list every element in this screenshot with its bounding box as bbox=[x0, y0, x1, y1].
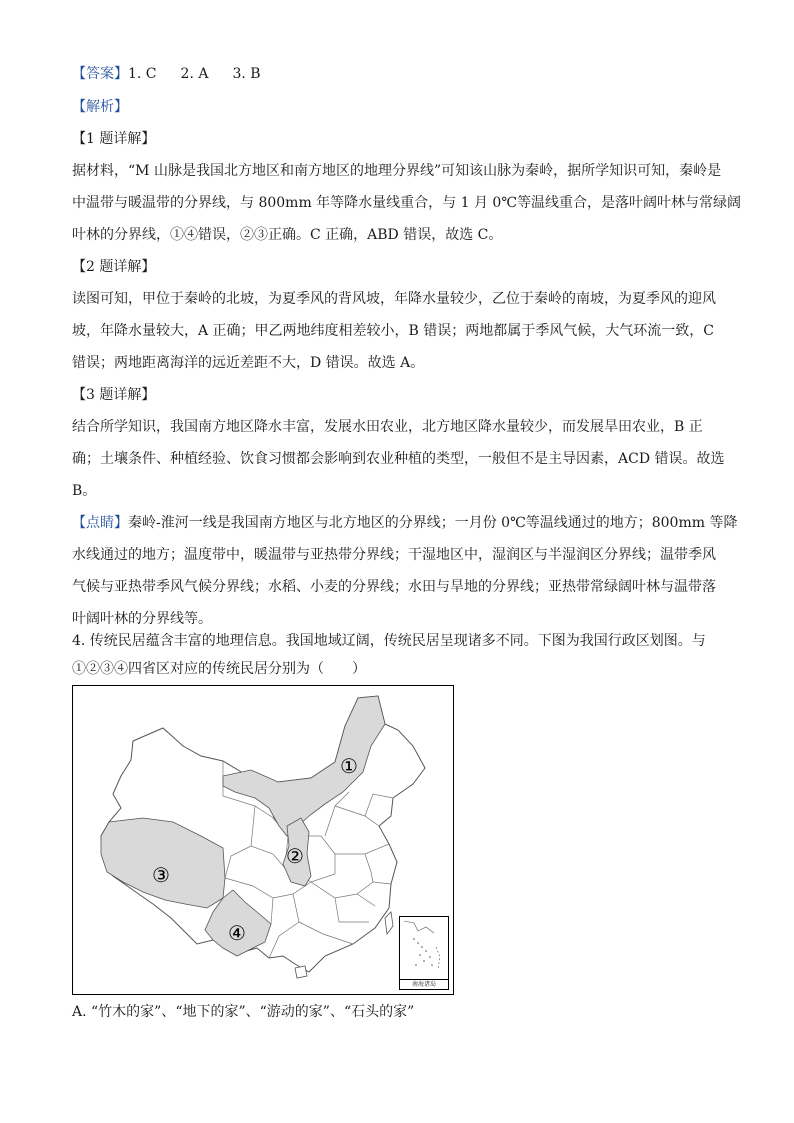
answer-item-2: 2. A bbox=[180, 66, 209, 82]
map-label-3: ③ bbox=[152, 863, 170, 887]
q3-heading: 【3 题详解】 bbox=[72, 387, 156, 403]
tip-line: 水线通过的地方；温度带中，暖温带与亚热带分界线；干湿地区中，湿润区与半湿润区分界线；温带季风 bbox=[72, 547, 716, 563]
tip-line: 气候与亚热带季风气候分界线；水稻、小麦的分界线；水田与旱地的分界线；亚热带常绿阔叶林与温带落 bbox=[72, 579, 716, 595]
tip-line: 叶阔叶林的分界线等。 bbox=[72, 611, 212, 627]
map-label-1: ① bbox=[340, 754, 358, 778]
q2-line: 错误；两地距离海洋的远近差距不大，D 错误。故选 A。 bbox=[72, 355, 425, 371]
q3-line: B。 bbox=[72, 483, 97, 499]
answer-item-3: 3. B bbox=[232, 66, 261, 82]
tip-text: 秦岭-淮河一线是我国南方地区与北方地区的分界线；一月份 0℃等温线通过的地方；800mm 等降 bbox=[128, 515, 738, 531]
q3-line: 确；土壤条件、种植经验、饮食习惯都会影响到农业种植的类型，一般但不是主导因素，ACD 错误。故选 bbox=[72, 451, 725, 467]
q2-line: 读图可知，甲位于秦岭的北坡，为夏季风的背风坡，年降水量较少，乙位于秦岭的南坡，为夏季风的迎风 bbox=[72, 291, 716, 307]
q2-line: 坡，年降水量较大，A 正确；甲乙两地纬度相差较小，B 错误；两地都属于季风气候，大气环流一致，C bbox=[72, 323, 715, 339]
inset-drawing bbox=[400, 917, 448, 979]
hainan-shape bbox=[295, 966, 307, 978]
q1-heading: 【1 题详解】 bbox=[72, 131, 156, 147]
answer-tag: 【答案】 bbox=[72, 66, 128, 82]
inset-label: 南海诸岛 bbox=[400, 979, 448, 989]
south-china-sea-inset bbox=[399, 916, 449, 990]
taiwan-shape bbox=[385, 912, 393, 934]
answer-line bbox=[72, 64, 732, 84]
q1-line: 中温带与暖温带的分界线，与 800mm 年等降水量线重合，与 1 月 0℃等温线重合，是落叶阔叶林与常绿阔 bbox=[72, 195, 741, 211]
answer-item-1: 1. C bbox=[128, 66, 157, 82]
q1-line: 据材料，“M 山脉是我国北方地区和南方地区的地理分界线”可知该山脉为秦岭，据所学知识可知，秦岭是 bbox=[72, 163, 722, 179]
china-admin-map bbox=[72, 685, 454, 995]
option-a: A. “竹木的家”、“地下的家”、“游动的家”、“石头的家” bbox=[72, 1004, 415, 1020]
analysis-tag: 【解析】 bbox=[72, 99, 128, 115]
map-label-4: ④ bbox=[228, 921, 246, 945]
map-label-2: ② bbox=[286, 844, 304, 868]
q3-line: 结合所学知识，我国南方地区降水丰富，发展水田农业，北方地区降水量较少，而发展旱田农业，B 正 bbox=[72, 419, 703, 435]
map-drawing bbox=[73, 686, 455, 996]
tip-tag: 【点睛】 bbox=[72, 515, 128, 531]
q4-stem-line: ①②③④四省区对应的传统民居分别为（ ） bbox=[72, 661, 366, 677]
tip-line bbox=[72, 513, 738, 533]
q2-heading: 【2 题详解】 bbox=[72, 259, 156, 275]
q4-stem-line: 4. 传统民居蕴含丰富的地理信息。我国地域辽阔，传统民居呈现诸多不同。下图为我国行政区划图。与 bbox=[72, 633, 706, 649]
q1-line: 叶林的分界线，①④错误，②③正确。C 正确，ABD 错误，故选 C。 bbox=[72, 227, 503, 243]
